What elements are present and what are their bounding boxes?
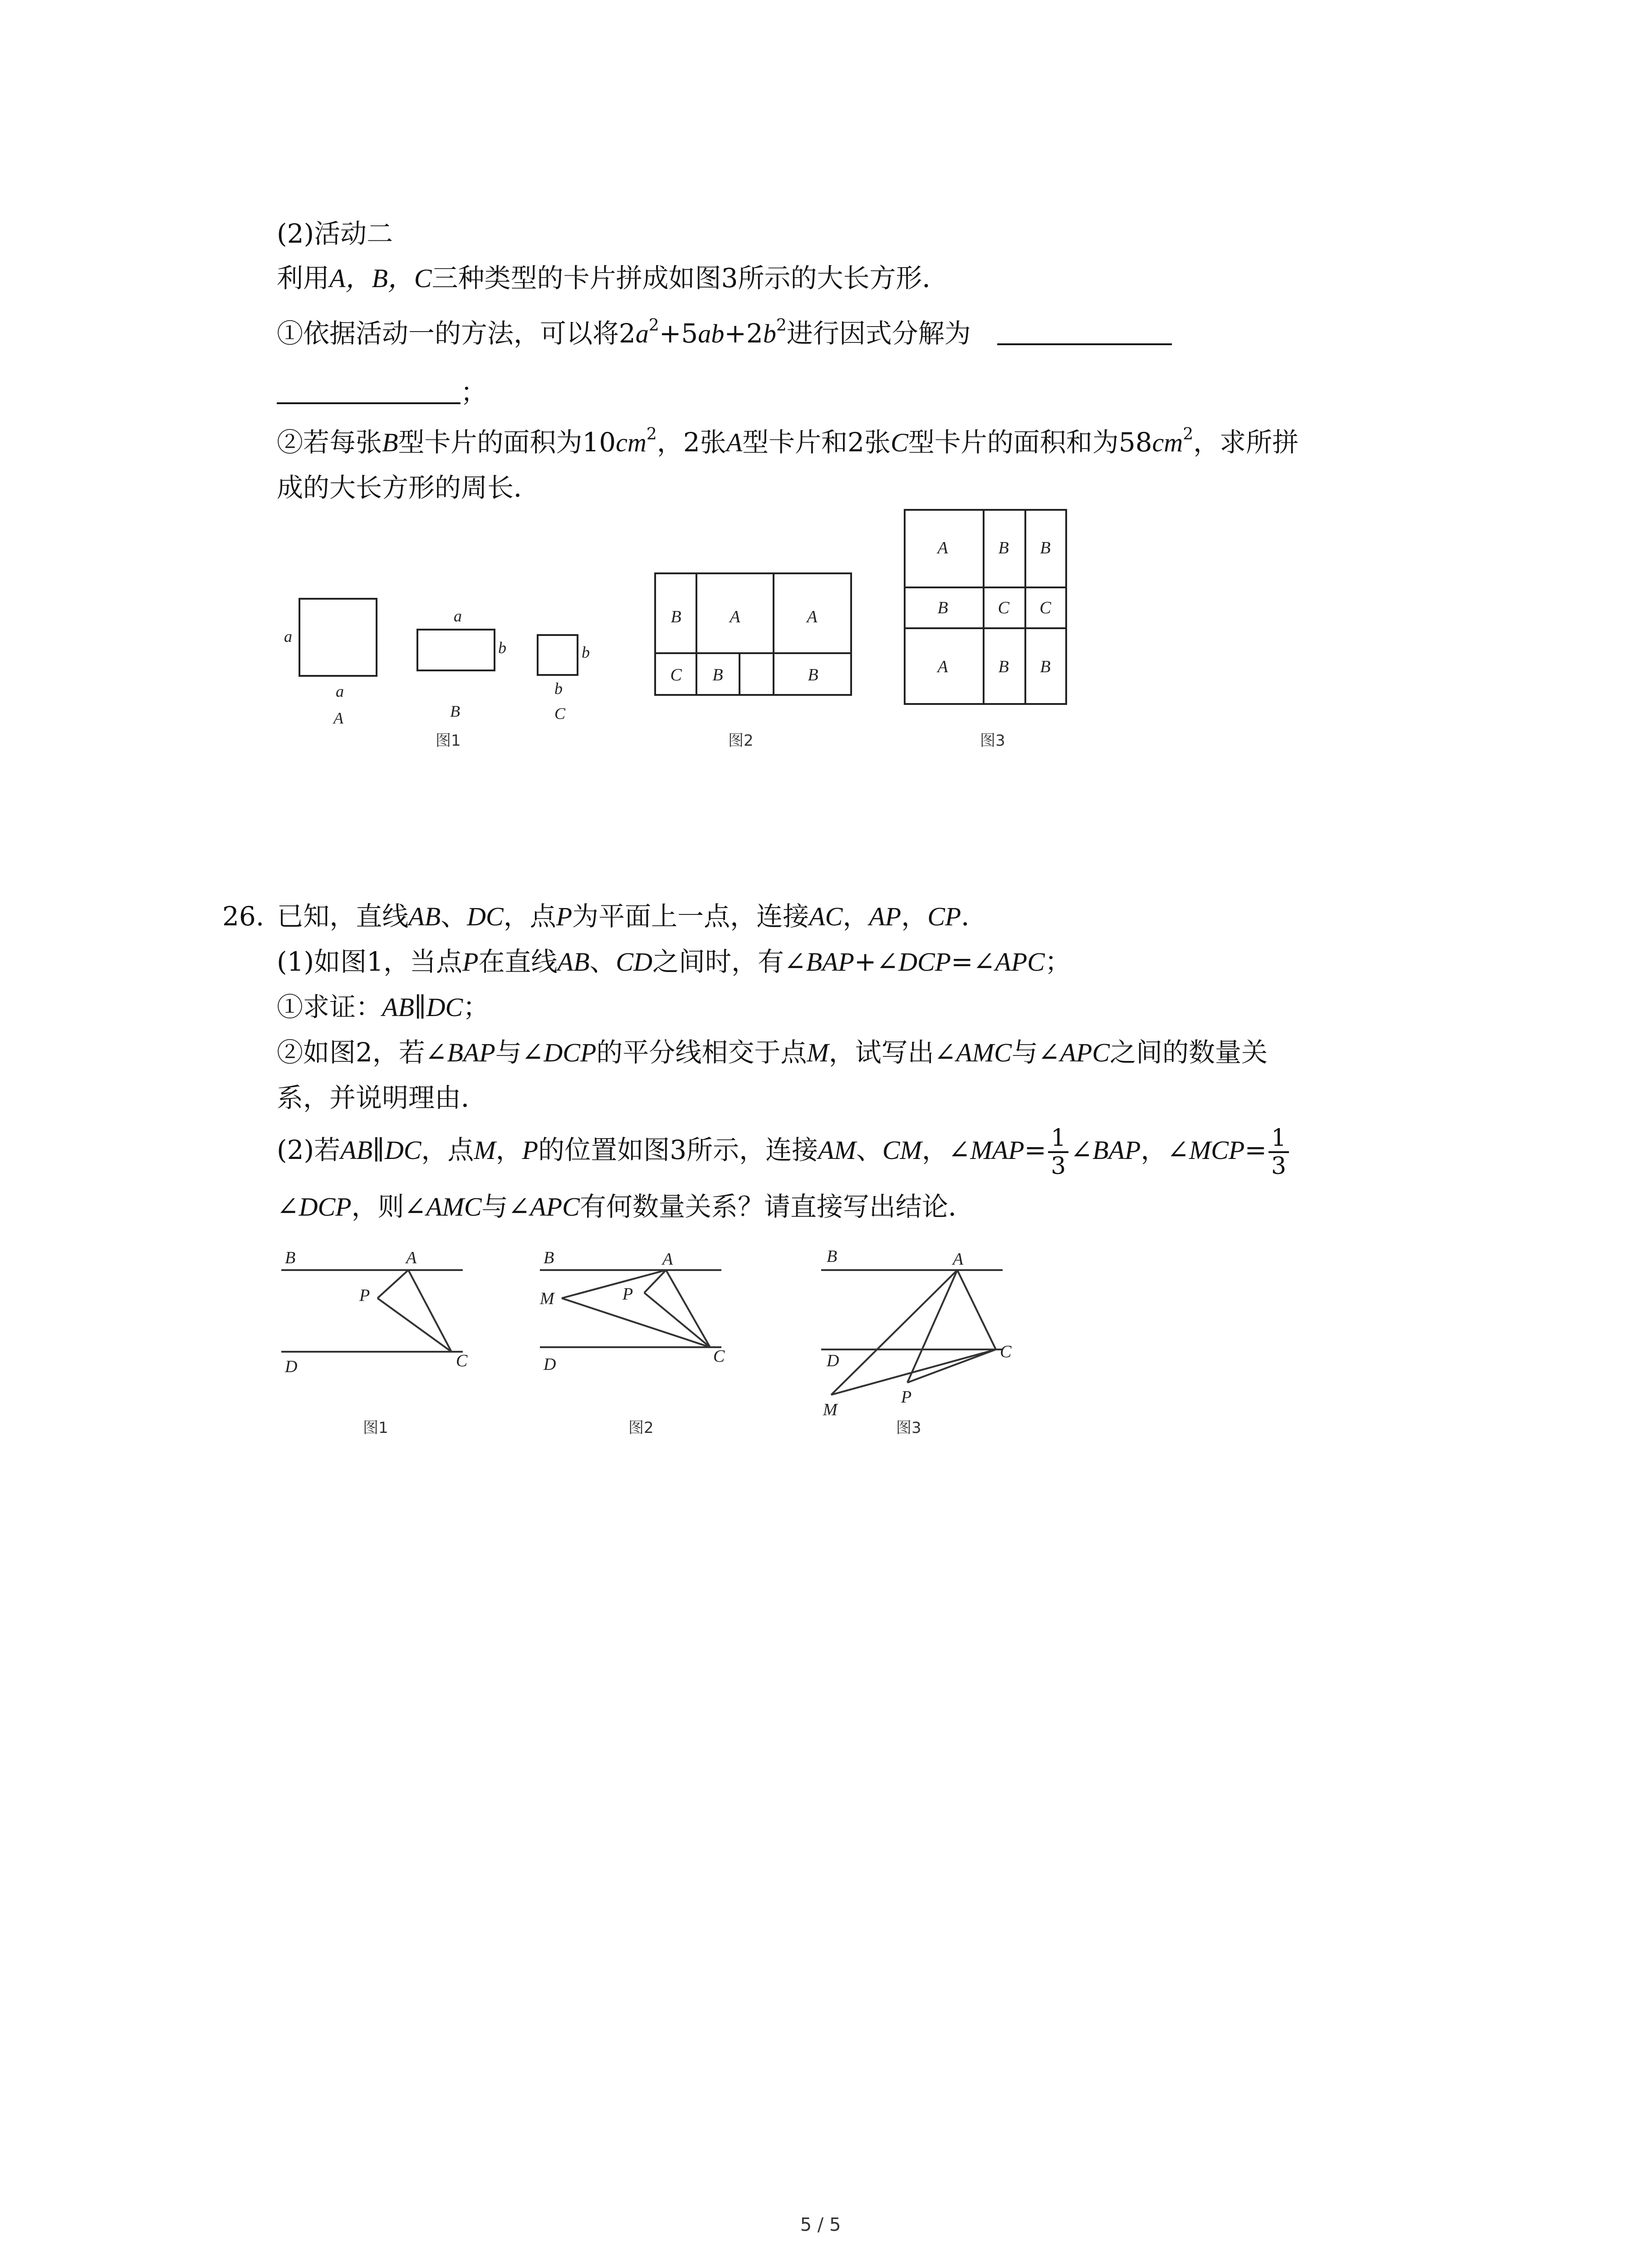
lines-fig3 — [812, 1234, 1030, 1424]
label-b-right1: b — [498, 639, 506, 657]
q26-line6: (2)若AB∥DC，点M，P的位置如图3所示，连接AM、CM，∠MAP= $\frac{1}{3}$ ∠BAP，∠MCP= $\frac{1}{3}$ — [277, 1120, 1291, 1180]
act2-intro: 利用A，B，C三种类型的卡片拼成如图3所示的大长方形． — [277, 263, 949, 293]
fig2-cell: A — [807, 607, 818, 626]
fig3-cell: B — [998, 657, 1009, 676]
answer-blank-2[interactable] — [277, 380, 460, 404]
svg-text:B: B — [544, 1248, 554, 1267]
fig2-cell: B — [671, 607, 681, 626]
svg-text:P: P — [622, 1285, 633, 1304]
lines-fig1 — [272, 1243, 481, 1393]
fig3-cell: A — [937, 538, 948, 557]
svg-text:D: D — [544, 1355, 556, 1374]
fig2-cell: B — [712, 665, 723, 684]
q26-line2: (1)如图1，当点P在直线AB、CD之间时，有∠BAP+∠DCP=∠APC； — [277, 946, 1071, 977]
q26-line5: 系，并说明理由． — [277, 1082, 488, 1113]
act2-q1-cont: ； — [277, 376, 487, 408]
act2-q2-cont: 成的大长方形的周长． — [277, 472, 540, 503]
lines-fig3-caption: 图3 — [896, 1419, 921, 1437]
q26-line1: 26. 已知，直线AB、DC，点P为平面上一点，连接AC，AP，CP． — [222, 901, 988, 932]
q26-line7: ∠DCP，则∠AMC与∠APC有何数量关系？请直接写出结论． — [277, 1191, 975, 1222]
fig3-cell: A — [937, 657, 948, 676]
cards-fig3-caption: 图3 — [980, 732, 1005, 750]
act2-q1: ①依据活动一的方法，可以将$2a^2+5ab+2b^2$进行因式分解为 — [277, 318, 1172, 350]
card-A — [299, 599, 377, 676]
svg-text:B: B — [285, 1248, 296, 1267]
cards-fig2-caption: 图2 — [728, 732, 754, 750]
svg-text:C: C — [713, 1347, 725, 1366]
cards-fig1 — [272, 581, 617, 735]
cards-fig2 — [653, 572, 862, 703]
svg-text:P: P — [359, 1286, 370, 1305]
cards-fig1-caption: 图1 — [436, 732, 461, 750]
svg-text:D: D — [827, 1351, 839, 1370]
label-a-left: a — [284, 627, 292, 645]
svg-text:A: A — [662, 1250, 673, 1269]
label-A: A — [333, 709, 343, 727]
page-number: 5 / 5 — [800, 2214, 841, 2235]
fig3-cell: C — [1039, 598, 1051, 617]
label-C: C — [554, 704, 566, 723]
lines-fig1-caption: 图1 — [363, 1419, 388, 1437]
fig3-cell: B — [1040, 538, 1051, 557]
fig3-cell: B — [998, 538, 1009, 557]
svg-text:P: P — [901, 1388, 912, 1407]
fig3-cell: C — [998, 598, 1009, 617]
label-a-bottom: a — [336, 682, 344, 700]
fraction-one-third: $\frac{1}{3}$ — [1048, 1125, 1068, 1179]
q26-line3: ①求证：AB∥DC； — [277, 992, 490, 1022]
fig3-cell: B — [937, 598, 948, 617]
label-B: B — [450, 702, 460, 720]
svg-text:C: C — [456, 1351, 468, 1370]
svg-text:M: M — [540, 1289, 554, 1308]
fig2-cell: B — [808, 665, 818, 684]
act2-q2: ②若每张B型卡片的面积为$10cm^2$，2张A型卡片和2张C型卡片的面积和为$58cm^2$，求所拼 — [277, 425, 1299, 458]
svg-text:M: M — [823, 1400, 838, 1419]
q26-line4: ②如图2，若∠BAP与∠DCP的平分线相交于点M，试写出∠AMC与∠APC之间的数量关 — [277, 1037, 1268, 1068]
act2-title: (2)活动二 — [277, 218, 393, 249]
label-b-right2: b — [582, 643, 590, 661]
svg-text:C: C — [1000, 1342, 1012, 1361]
svg-text:A: A — [953, 1250, 964, 1269]
label-b-bottom: b — [554, 679, 563, 698]
fraction-one-third: $\frac{1}{3}$ — [1269, 1125, 1289, 1179]
lines-fig2-caption: 图2 — [628, 1419, 654, 1437]
svg-text:A: A — [406, 1248, 417, 1267]
lines-fig2 — [531, 1243, 740, 1393]
answer-blank-1[interactable] — [997, 321, 1172, 345]
fig2-cell: A — [730, 607, 740, 626]
card-B — [417, 630, 495, 670]
question-number: 26. — [222, 901, 265, 932]
svg-text:B: B — [827, 1247, 838, 1266]
fig3-cell: B — [1040, 657, 1051, 676]
label-a-top: a — [454, 607, 462, 625]
svg-text:D: D — [285, 1357, 298, 1376]
cards-fig3 — [903, 508, 1071, 708]
card-C — [538, 635, 578, 675]
fig2-cell: C — [670, 665, 682, 684]
